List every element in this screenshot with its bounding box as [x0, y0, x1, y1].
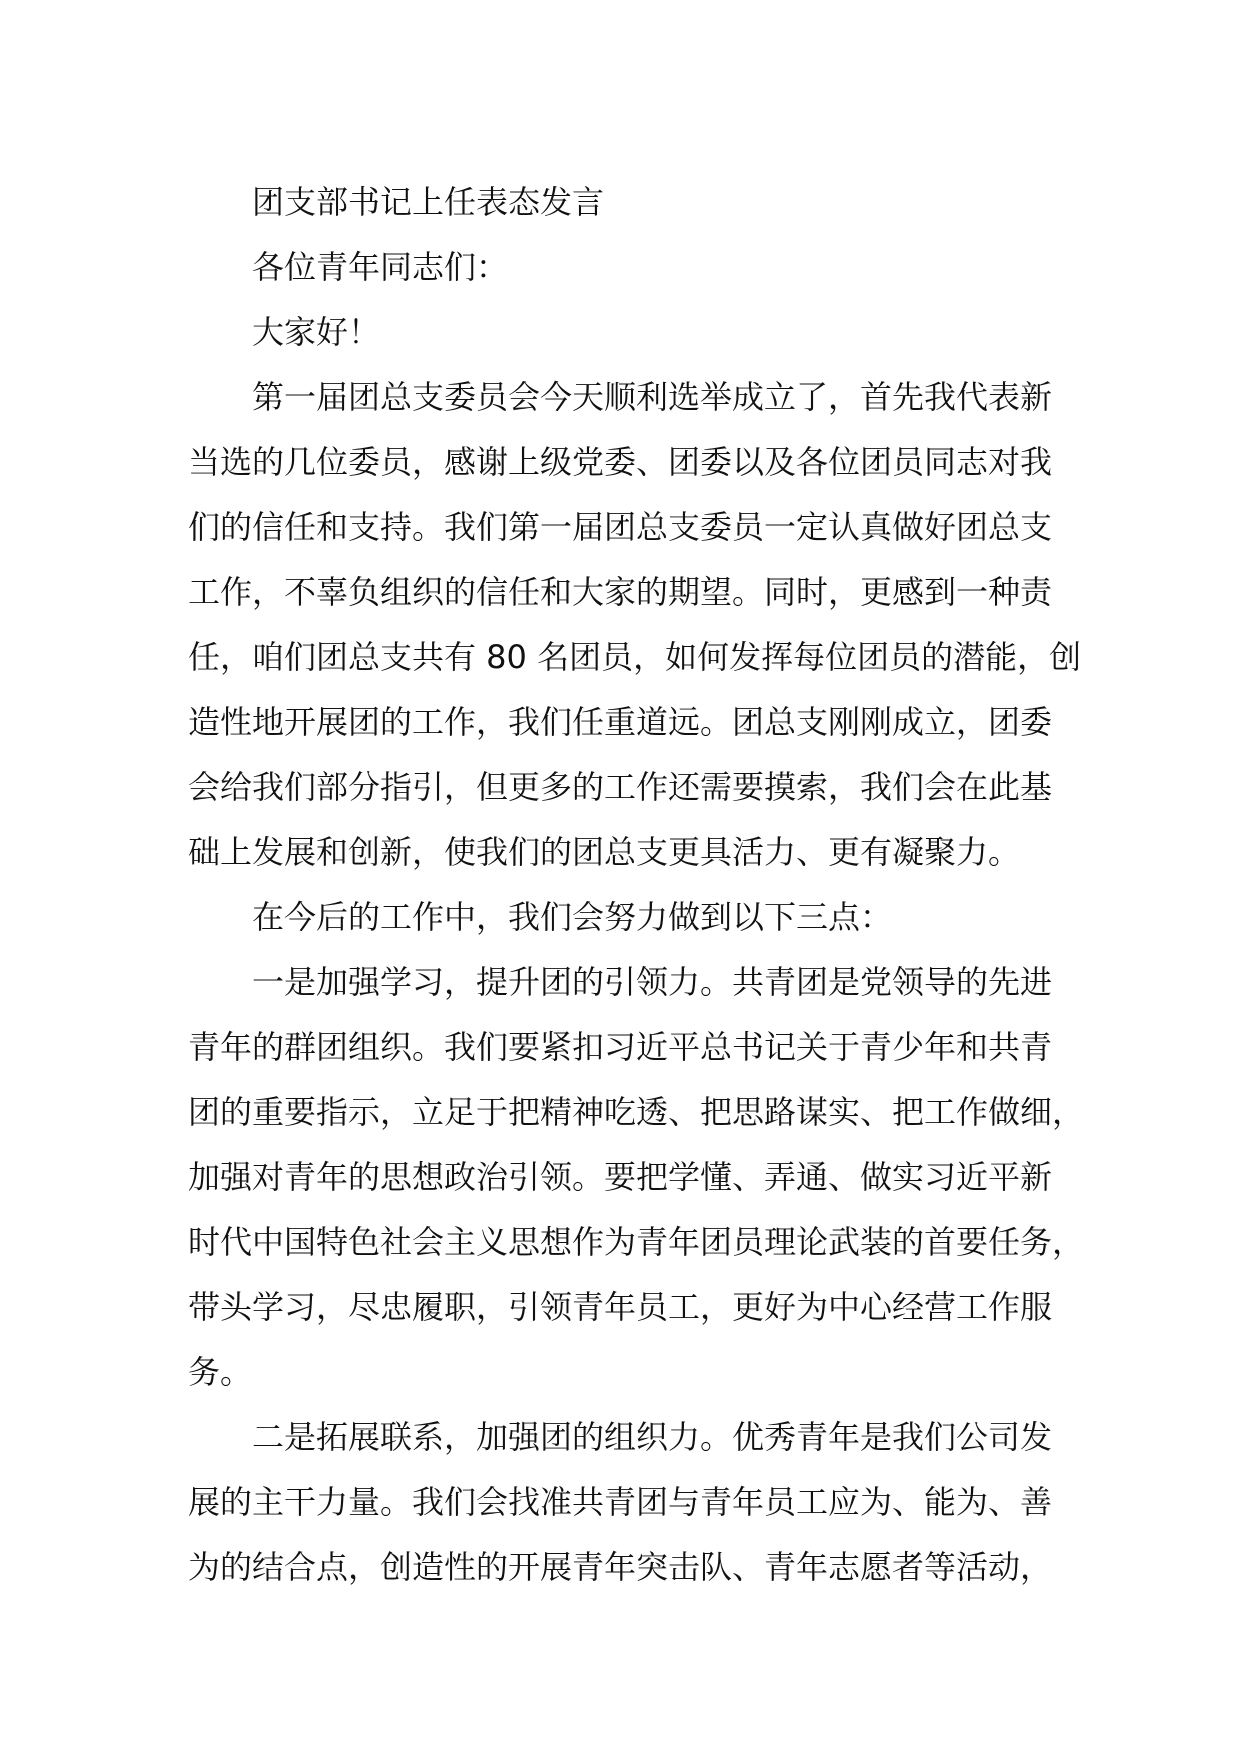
- greeting: 大家好！: [252, 313, 381, 351]
- document-body: [188, 170, 1088, 1600]
- paragraph-2: 在今后的工作中，我们会努力做到以下三点：: [252, 898, 893, 936]
- paragraph-1-line-7: 会给我们部分指引，但更多的工作还需要摸索，我们会在此基: [188, 768, 1053, 806]
- paragraph-4-line-2: 展的主干力量。我们会找准共青团与青年员工应为、能为、善: [188, 1483, 1053, 1521]
- paragraph-3-line-7: 务。: [188, 1353, 253, 1391]
- paragraph-4-line-1: 二是拓展联系，加强团的组织力。优秀青年是我们公司发: [252, 1418, 1053, 1456]
- document-title: 团支部书记上任表态发言: [252, 183, 605, 221]
- paragraph-1-line-5: 任，咱们团总支共有 80 名团员，如何发挥每位团员的潜能，创: [188, 638, 1082, 676]
- paragraph-3-line-2: 青年的群团组织。我们要紧扣习近平总书记关于青少年和共青: [188, 1028, 1053, 1066]
- paragraph-1-line-6: 造性地开展团的工作，我们任重道远。团总支刚刚成立，团委: [188, 703, 1053, 741]
- paragraph-3-line-1: 一是加强学习，提升团的引领力。共青团是党领导的先进: [252, 963, 1053, 1001]
- paragraph-3-line-4: 加强对青年的思想政治引领。要把学懂、弄通、做实习近平新: [188, 1158, 1053, 1196]
- paragraph-1-line-8: 础上发展和创新，使我们的团总支更具活力、更有凝聚力。: [188, 833, 1021, 871]
- paragraph-1-line-4: 工作，不辜负组织的信任和大家的期望。同时，更感到一种责: [188, 573, 1053, 611]
- paragraph-3-line-3: 团的重要指示，立足于把精神吃透、把思路谋实、把工作做细，: [188, 1093, 1085, 1131]
- paragraph-1-line-3: 们的信任和支持。我们第一届团总支委员一定认真做好团总支: [188, 508, 1053, 546]
- paragraph-4-line-3: 为的结合点，创造性的开展青年突击队、青年志愿者等活动，: [188, 1548, 1053, 1586]
- paragraph-1-line-1: 第一届团总支委员会今天顺利选举成立了，首先我代表新: [252, 378, 1053, 416]
- paragraph-1-line-2: 当选的几位委员，感谢上级党委、团委以及各位团员同志对我: [188, 443, 1053, 481]
- salutation: 各位青年同志们：: [252, 248, 509, 286]
- paragraph-3-line-6: 带头学习，尽忠履职，引领青年员工，更好为中心经营工作服: [188, 1288, 1053, 1326]
- paragraph-3-line-5: 时代中国特色社会主义思想作为青年团员理论武装的首要任务，: [188, 1223, 1085, 1261]
